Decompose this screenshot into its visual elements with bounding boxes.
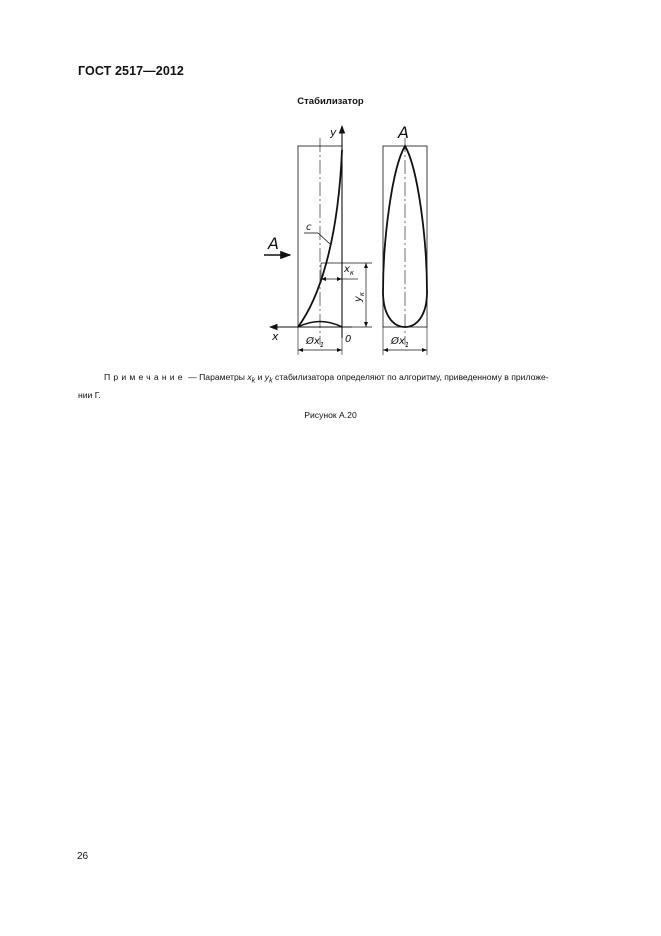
page-number: 26 xyxy=(77,851,89,862)
yk-label: $y_к$ xyxy=(353,291,366,302)
figure-note: Примечание — Параметры $x_k$ и $y_k$ стабилизатора определяют по алгоритму, приведенному в приложе- нии Г. xyxy=(104,370,590,402)
curve-c-label: c xyxy=(306,222,312,233)
view-arrow-label: A xyxy=(268,234,279,253)
y-axis-label: y xyxy=(330,126,337,139)
origin-label: 0 xyxy=(345,334,352,345)
left-view xyxy=(264,126,372,355)
note-continuation: нии Г. xyxy=(78,389,101,400)
xk-label: $x_к$ xyxy=(344,264,355,277)
param-xk: $x_k$ xyxy=(247,372,256,385)
left-diameter-label: $Øx_1$ xyxy=(306,336,325,349)
x-axis-label: x xyxy=(272,330,279,343)
document-header: ГОСТ 2517—2012 xyxy=(78,64,184,78)
right-diameter-label: $Øx_1$ xyxy=(391,336,410,349)
view-a-label: A xyxy=(398,123,409,142)
note-label: Примечание xyxy=(104,372,186,382)
param-yk: $y_k$ xyxy=(264,372,273,385)
figure-title: Стабилизатор xyxy=(297,96,364,107)
right-view xyxy=(383,138,427,355)
figure-caption: Рисунок А.20 xyxy=(304,410,357,420)
